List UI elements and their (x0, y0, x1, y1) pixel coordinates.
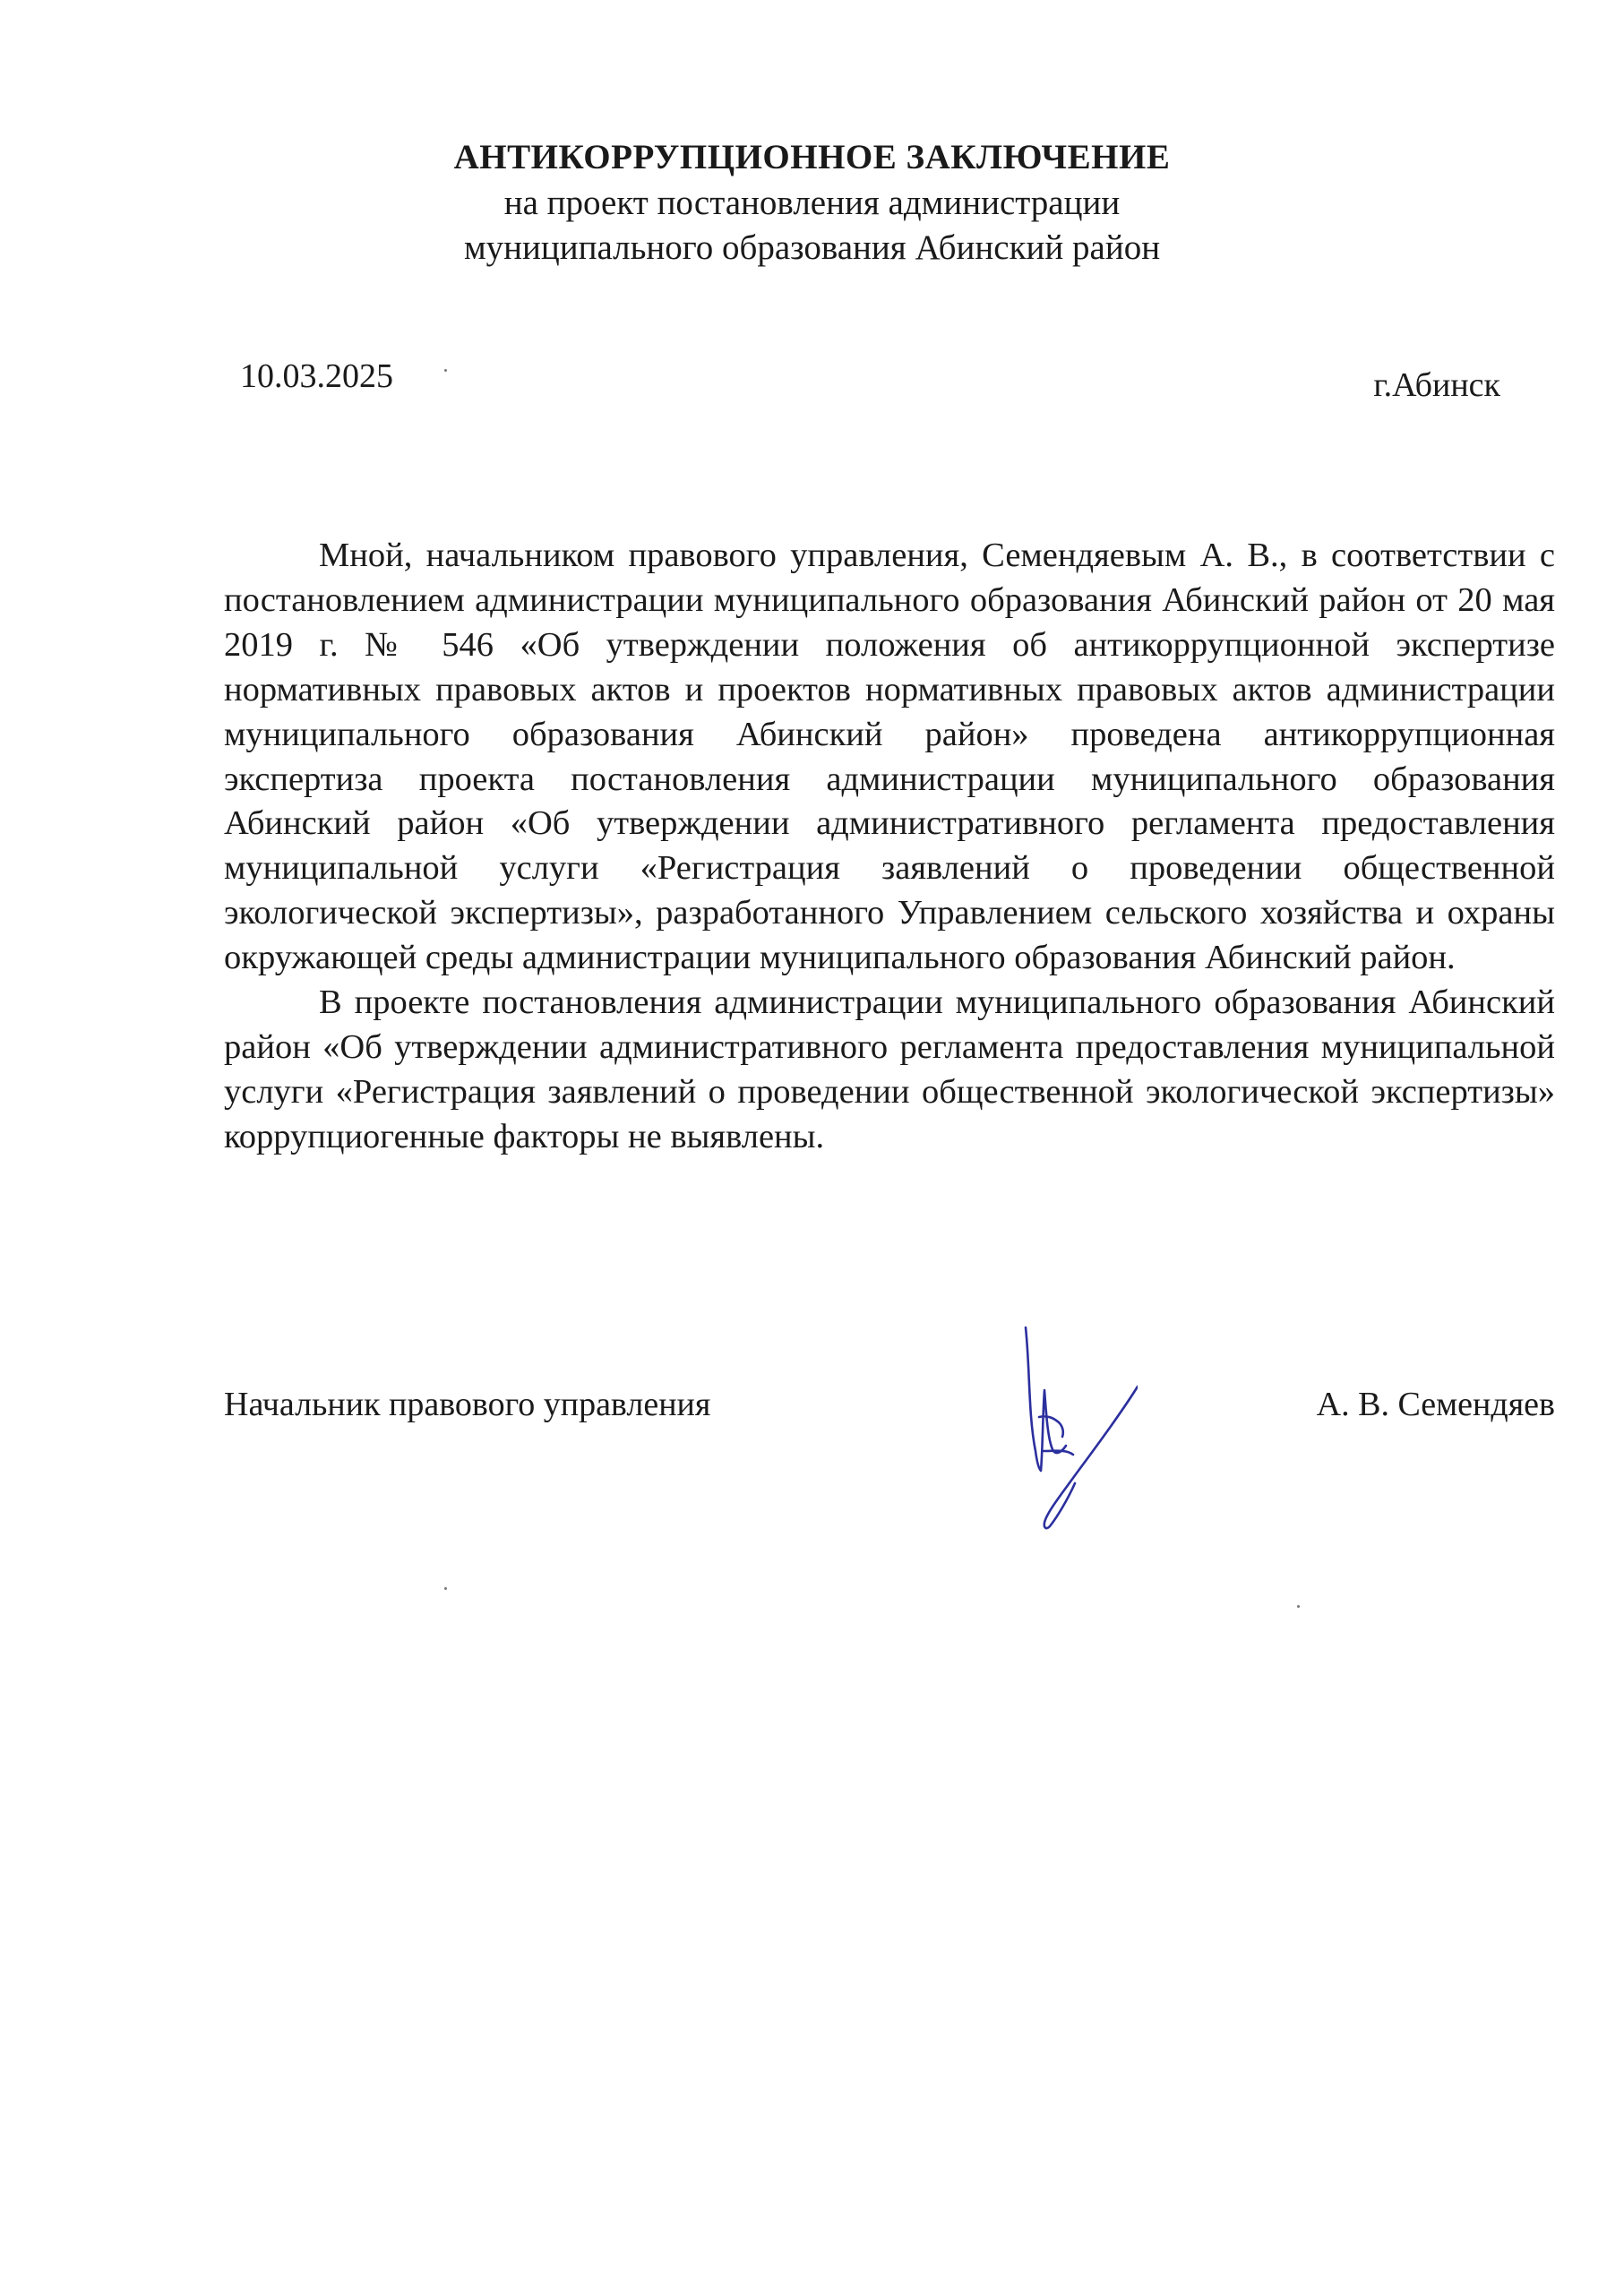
document-date: 10.03.2025 (240, 357, 393, 395)
handwritten-signature (1003, 1317, 1138, 1532)
document-body (224, 534, 1555, 1160)
document-city: г.Абинск (1373, 366, 1500, 404)
scan-speck (1297, 1605, 1300, 1608)
body-paragraph-2: В проекте постановления администрации муниципального образования Абинский район «Об утверждении административного регламента предоставления муниципальной услуги «Регистрация заявлений о проведении общественной экологической экспертизы» коррупциогенные факторы не выявлены. (224, 983, 1555, 1155)
document-heading (0, 134, 1624, 271)
document-subtitle-line-1: на проект постановления администрации (503, 184, 1121, 222)
scan-speck (444, 1587, 447, 1590)
signatory-position: Начальник правового управления (224, 1386, 711, 1423)
body-paragraph-1: Мной, начальником правового управления, Семендяевым А. В., в соответствии с постановлением администрации муниципального образования Абинский район от 20 мая 2019 г. № 546 «Об утверждении положения об антикоррупционной экспертизе нормативных правовых актов и проектов нормативных правовых актов администрации муниципального образования Абинский район» проведена антикоррупционная экспертиза проекта постановления администрации муниципального образования Абинский район «Об утверждении административного регламента предоставления муниципальной услуги «Регистрация заявлений о проведении общественной экологической экспертизы», разработанного Управлением сельского хозяйства и охраны окружающей среды администрации муниципального образования Абинский район. (224, 537, 1555, 977)
scan-speck (444, 369, 447, 372)
signatory-name: А. В. Семендяев (1316, 1386, 1555, 1423)
document-subtitle-line-2: муниципального образования Абинский район (463, 228, 1161, 267)
document-title: АНТИКОРРУПЦИОННОЕ ЗАКЛЮЧЕНИЕ (453, 138, 1171, 176)
